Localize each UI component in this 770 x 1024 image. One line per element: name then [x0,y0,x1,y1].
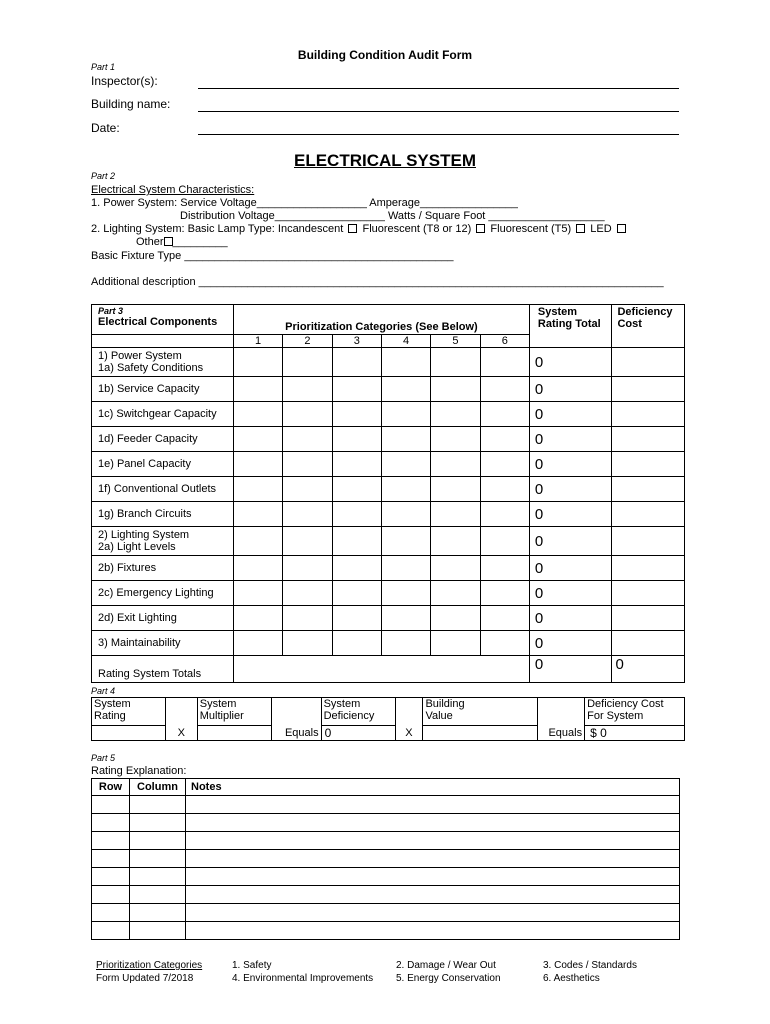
row-cell[interactable] [92,922,130,940]
component-label: 1f) Conventional Outlets [98,483,217,495]
system-rating-total-l2: Rating Total [537,318,601,330]
distribution-line: Distribution Voltage__________________ Watts / Square Foot ___________________ [180,210,605,222]
system-rating-total: 0 [529,452,612,477]
category-cell[interactable] [381,631,430,656]
category-cell[interactable] [332,581,381,606]
category-cell[interactable] [332,427,381,452]
category-cell[interactable] [431,477,480,502]
component-label: 1d) Feeder Capacity [98,433,198,445]
other-blank: _________ [172,236,228,248]
category-cell[interactable] [233,477,282,502]
system-rating-total: 0 [529,631,612,656]
category-cell[interactable] [283,631,332,656]
system-rating-total: 0 [529,402,612,427]
system-multiplier-header: System Multiplier [197,698,271,726]
category-cell[interactable] [283,581,332,606]
component-label: 1g) Branch Circuits [98,508,192,520]
column-cell[interactable] [130,922,186,940]
footer-cat5: 5. Energy Conservation [396,973,501,984]
other-checkbox[interactable] [164,237,173,246]
deficiency-cost-cell[interactable] [612,427,685,452]
column-cell[interactable] [130,886,186,904]
system-rating-total: 0 [529,348,612,377]
categories-header: Prioritization Categories (See Below) [233,305,529,335]
notes-cell[interactable] [186,868,680,886]
inspectors-label: Inspector(s): [91,74,158,88]
components-subheader-blank [92,335,234,348]
row-cell[interactable] [92,814,130,832]
category-cell[interactable] [332,402,381,427]
component-label-cell [92,606,234,631]
form-title: Building Condition Audit Form [297,48,473,62]
component-label: 1e) Panel Capacity [98,458,191,470]
category-cell[interactable] [332,452,381,477]
totals-label: Rating System Totals [92,656,234,683]
deficiency-cost-cell[interactable] [612,377,685,402]
category-cell[interactable] [480,377,529,402]
category-cell[interactable] [233,631,282,656]
component-row [92,556,685,581]
component-label: 2d) Exit Lighting [98,612,177,624]
category-cell[interactable] [233,581,282,606]
category-cell[interactable] [283,606,332,631]
category-cell[interactable] [480,452,529,477]
system-rating-total: 0 [529,427,612,452]
notes-cell[interactable] [186,796,680,814]
power-system-line: 1. Power System: Service Voltage__________________ Amperage________________ [91,197,518,209]
system-rating-total: 0 [529,606,612,631]
building-value-header: Building Value [423,698,538,726]
category-cell[interactable] [480,402,529,427]
category-cell[interactable] [431,377,480,402]
category-cell[interactable] [332,502,381,527]
system-rating-header: System Rating [92,698,166,726]
component-row [92,427,685,452]
system-rating-total-header [529,305,612,348]
category-cell[interactable] [233,402,282,427]
rating-explanation-heading: Rating Explanation: [91,765,187,777]
row-cell[interactable] [92,832,130,850]
system-rating-total: 0 [529,581,612,606]
additional-description-line: Additional description ____________________________________________________________________________ [91,276,664,288]
component-label-cell [92,502,234,527]
component-row [92,527,685,556]
category-cell[interactable] [480,348,529,377]
component-label: 2a) Light Levels [98,541,176,553]
part5-label: Part 5 [91,753,116,763]
date-label: Date: [91,121,120,135]
system-rating-total: 0 [529,502,612,527]
components-header-label: Electrical Components [98,316,218,328]
fluorescent-t8-label: Fluorescent (T8 or 12) [362,223,472,235]
component-label-cell [92,427,234,452]
category-cell[interactable] [381,556,430,581]
deficiency-cost-cell[interactable] [612,452,685,477]
footer-cat6: 6. Aesthetics [543,973,600,984]
component-label: 1c) Switchgear Capacity [98,408,217,420]
footer-categories-label: Prioritization Categories [96,960,203,971]
fluorescent-t5-label: Fluorescent (T5) [490,223,572,235]
component-label: 3) Maintainability [98,637,181,649]
category-cell[interactable] [332,631,381,656]
component-row [92,502,685,527]
column-cell[interactable] [130,850,186,868]
category-cell[interactable] [381,502,430,527]
system-multiplier-value[interactable] [197,726,271,741]
rating-explanation-table [91,778,680,940]
category-cell[interactable] [480,427,529,452]
led-label: LED [590,223,612,235]
component-label-cell [92,452,234,477]
category-cell[interactable] [332,606,381,631]
category-cell[interactable] [283,502,332,527]
category-cell[interactable] [283,452,332,477]
part4-label: Part 4 [91,686,116,696]
category-cell[interactable] [381,527,430,556]
column-cell[interactable] [130,796,186,814]
totals-blank [233,656,529,683]
component-label: 1b) Service Capacity [98,383,200,395]
component-row [92,631,685,656]
row-cell[interactable] [92,904,130,922]
category-cell[interactable] [233,606,282,631]
category-number: 4 [381,335,430,348]
deficiency-cost-value: $ 0 [585,726,685,741]
totals-rating: 0 [529,656,612,683]
deficiency-cost-l2: Cost [617,318,642,330]
notes-cell[interactable] [186,850,680,868]
column-header: Column [130,779,186,796]
deficiency-cost-cell[interactable] [612,348,685,377]
deficiency-cost-cell[interactable] [612,402,685,427]
equals-label: Equals [538,726,585,741]
section-title: ELECTRICAL SYSTEM [294,151,476,170]
equals-label: Equals [271,726,321,741]
category-cell[interactable] [332,348,381,377]
category-cell[interactable] [431,452,480,477]
category-cell[interactable] [431,402,480,427]
category-cell[interactable] [431,502,480,527]
deficiency-cost-cell[interactable] [612,527,685,556]
column-cell[interactable] [130,832,186,850]
category-cell[interactable] [431,556,480,581]
component-label-cell [92,556,234,581]
deficiency-cost-cell[interactable] [612,581,685,606]
component-label: 1a) Safety Conditions [98,362,204,374]
components-rows [92,348,685,656]
inspectors-field[interactable] [198,88,679,89]
category-cell[interactable] [381,477,430,502]
explanation-row [92,850,680,868]
category-cell[interactable] [480,527,529,556]
category-number: 2 [283,335,332,348]
system-rating-total: 0 [529,377,612,402]
row-header: Row [92,779,130,796]
column-cell[interactable] [130,904,186,922]
row-cell[interactable] [92,868,130,886]
category-cell[interactable] [381,452,430,477]
characteristics-heading: Electrical System Characteristics: [91,184,255,196]
category-cell[interactable] [283,527,332,556]
category-cell[interactable] [332,527,381,556]
category-cell[interactable] [332,377,381,402]
category-cell[interactable] [233,348,282,377]
component-label-cell [92,402,234,427]
component-row [92,477,685,502]
category-cell[interactable] [480,556,529,581]
category-cell[interactable] [381,606,430,631]
footer-cat3: 3. Codes / Standards [543,960,637,971]
part3-label: Part 3 [98,306,124,316]
category-cell[interactable] [233,502,282,527]
category-cell[interactable] [233,377,282,402]
category-cell[interactable] [283,427,332,452]
row-cell[interactable] [92,886,130,904]
category-cell[interactable] [233,527,282,556]
deficiency-cost-cell[interactable] [612,556,685,581]
led-checkbox[interactable] [617,224,626,233]
category-cell[interactable] [480,502,529,527]
components-header [92,305,234,335]
category-cell[interactable] [381,348,430,377]
footer-cat4: 4. Environmental Improvements [232,973,374,984]
category-cell[interactable] [381,377,430,402]
category-cell[interactable] [431,427,480,452]
system-rating-total: 0 [529,477,612,502]
explanation-row [92,868,680,886]
deficiency-cost-cell[interactable] [612,606,685,631]
component-row [92,402,685,427]
column-cell[interactable] [130,814,186,832]
notes-cell[interactable] [186,814,680,832]
deficiency-cost-header [612,305,685,348]
system-deficiency-header: System Deficiency [321,698,395,726]
deficiency-cost-cell[interactable] [612,502,685,527]
system-rating-value[interactable] [92,726,166,741]
component-group-label: 1) Power System [98,350,182,362]
other-line [136,236,228,248]
notes-cell[interactable] [186,922,680,940]
other-label: Other [136,236,164,248]
building-value-value[interactable] [423,726,538,741]
category-cell[interactable] [431,348,480,377]
deficiency-cost-cell[interactable] [612,631,685,656]
category-number: 5 [431,335,480,348]
footer-form-updated: Form Updated 7/2018 [96,973,194,984]
explanation-row [92,886,680,904]
incandescent-checkbox[interactable] [348,224,357,233]
part1-label: Part 1 [91,62,116,72]
category-cell[interactable] [480,581,529,606]
component-group-label: 2) Lighting System [98,529,190,541]
explanation-row [92,904,680,922]
system-deficiency-value: 0 [321,726,395,741]
category-cell[interactable] [332,556,381,581]
calculation-table [91,697,685,741]
lighting-system-line [91,223,628,235]
footer-cat2: 2. Damage / Wear Out [396,960,496,971]
component-row [92,581,685,606]
explanation-rows [92,796,680,940]
category-cell[interactable] [431,581,480,606]
category-cell[interactable] [480,606,529,631]
notes-header: Notes [186,779,680,796]
multiply-sign: X [395,726,423,741]
component-label: 2b) Fixtures [98,562,157,574]
category-cell[interactable] [431,527,480,556]
category-cell[interactable] [480,631,529,656]
category-number: 1 [233,335,282,348]
lamp-type-label: 2. Lighting System: Basic Lamp Type: Incandescent [91,223,344,235]
building-name-label: Building name: [91,97,171,111]
category-cell[interactable] [381,402,430,427]
category-cell[interactable] [480,477,529,502]
row-cell[interactable] [92,796,130,814]
deficiency-cost-l1: Deficiency [617,306,673,318]
component-row [92,348,685,377]
component-label-cell [92,631,234,656]
deficiency-cost-cell[interactable] [612,477,685,502]
deficiency-cost-system-header: Deficiency Cost For System [585,698,685,726]
notes-cell[interactable] [186,886,680,904]
component-label-cell [92,377,234,402]
notes-cell[interactable] [186,832,680,850]
category-cell[interactable] [431,606,480,631]
building-name-field[interactable] [198,111,679,112]
part2-label: Part 2 [91,171,116,181]
components-table [91,304,685,683]
date-field[interactable] [198,134,679,135]
category-cell[interactable] [283,556,332,581]
fluorescent-t5-checkbox[interactable] [576,224,585,233]
multiply-sign: X [165,726,197,741]
component-label: 2c) Emergency Lighting [98,587,214,599]
category-cell[interactable] [283,348,332,377]
explanation-row [92,796,680,814]
system-rating-total-l1: System [537,306,578,318]
category-cell[interactable] [233,427,282,452]
component-label-cell [92,581,234,606]
category-cell[interactable] [381,581,430,606]
totals-cost: 0 [612,656,685,683]
category-cell[interactable] [283,377,332,402]
fluorescent-t8-checkbox[interactable] [476,224,485,233]
component-label-cell [92,477,234,502]
category-cell[interactable] [283,402,332,427]
category-cell[interactable] [283,477,332,502]
category-cell[interactable] [332,477,381,502]
component-row [92,377,685,402]
category-cell[interactable] [233,556,282,581]
notes-cell[interactable] [186,904,680,922]
category-number: 6 [480,335,529,348]
category-number: 3 [332,335,381,348]
system-rating-total: 0 [529,556,612,581]
category-cell[interactable] [233,452,282,477]
row-cell[interactable] [92,850,130,868]
column-cell[interactable] [130,868,186,886]
category-cell[interactable] [381,427,430,452]
footer-cat1: 1. Safety [232,960,272,971]
system-rating-total: 0 [529,527,612,556]
fixture-type-line: Basic Fixture Type ____________________________________________ [91,250,454,262]
component-row [92,606,685,631]
explanation-row [92,832,680,850]
category-cell[interactable] [431,631,480,656]
explanation-row [92,922,680,940]
component-row [92,452,685,477]
component-label-cell [92,527,234,556]
component-label-cell [92,348,234,377]
explanation-row [92,814,680,832]
